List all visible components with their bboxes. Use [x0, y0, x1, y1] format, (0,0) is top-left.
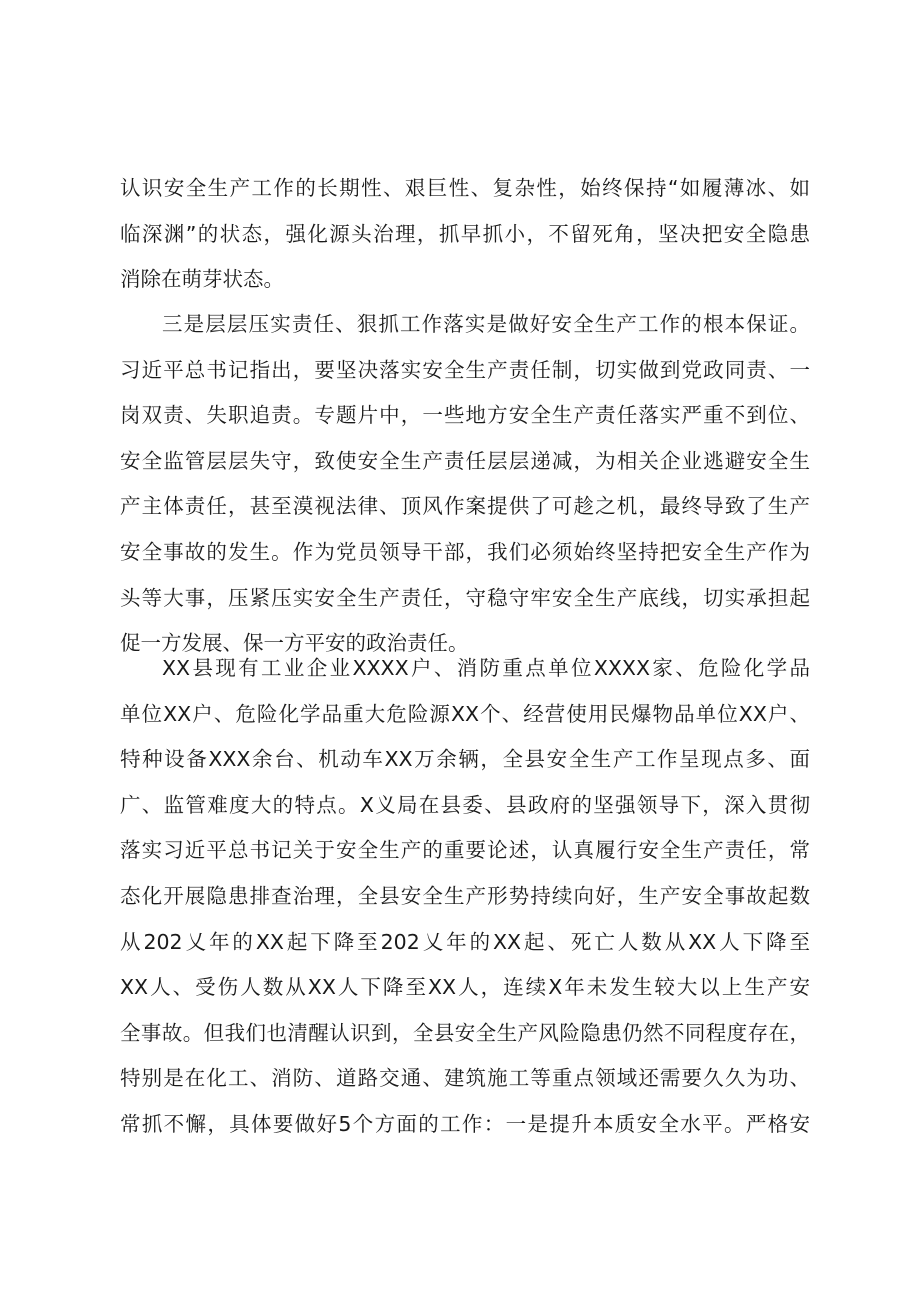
- text-line: 安全事故的发生。作为党员领导干部，我们必须始终坚持把安全生产作为: [120, 539, 810, 564]
- text-line: 态化开展隐患排查治理，全县安全生产形势持续向好，生产安全事故起数: [120, 883, 810, 908]
- text-line: 特别是在化工、消防、道路交通、建筑施工等重点领域还需要久久为功、: [120, 1066, 810, 1091]
- text-line: 全事故。但我们也清醒认识到，全县安全生产风险隐患仍然不同程度存在，: [120, 1020, 810, 1045]
- paragraph-responsibility: [120, 302, 810, 667]
- text-line: 三是层层压实责任、狠抓工作落实是做好安全生产工作的根本保证。: [162, 312, 810, 336]
- text-line: 特种设备XXX余台、机动车XX万余辆，全县安全生产工作呈现点多、面: [120, 747, 810, 772]
- text-line: 岗双责、失职追责。专题片中，一些地方安全生产责任落实严重不到位、: [120, 403, 810, 428]
- text-line: 产主体责任，甚至漠视法律、顶风作案提供了可趁之机，最终导致了生产: [120, 494, 810, 519]
- text-line: XX人、受伤人数从XX人下降至XX人，连续X年未发生较大以上生产安: [120, 975, 810, 1000]
- text-line: 习近平总书记指出，要坚决落实安全生产责任制，切实做到党政同责、一: [120, 357, 810, 382]
- text-line: 认识安全生产工作的长期性、艰巨性、复杂性，始终保持“如履薄冰、如: [120, 176, 810, 200]
- text-line: 安全监管层层失守，致使安全生产责任层层递减，为相关企业逃避安全生: [120, 448, 810, 473]
- text-line: 促一方发展、保一方平安的政治责任。: [120, 631, 469, 656]
- text-line: 单位XX户、危险化学品重大危险源XX个、经营使用民爆物品单位XX户、: [120, 701, 810, 726]
- paragraph-county-overview: [120, 646, 810, 1148]
- paragraph-continuation: [120, 166, 810, 303]
- text-line: 消除在萌芽状态。: [120, 267, 284, 292]
- text-line: 落实习近平总书记关于安全生产的重要论述，认真履行安全生产责任，常: [120, 838, 810, 863]
- text-line: XX县现有工业企业XXXX户、消防重点单位XXXX家、危险化学品: [162, 656, 810, 680]
- text-line: 广、监管难度大的特点。X义局在县委、县政府的坚强领导下，深入贯彻: [120, 792, 810, 817]
- text-line: 常抓不懈，具体要做好5个方面的工作：一是提升本质安全水平。严格安: [120, 1111, 810, 1136]
- text-line: 头等大事，压紧压实安全生产责任，守稳守牢安全生产底线，切实承担起: [120, 585, 810, 610]
- text-line: 从202乂年的XX起下降至202乂年的XX起、死亡人数从XX人下降至: [120, 929, 810, 954]
- text-line: 临深渊”的状态，强化源头治理，抓早抓小，不留死角，坚决把安全隐患: [120, 221, 810, 246]
